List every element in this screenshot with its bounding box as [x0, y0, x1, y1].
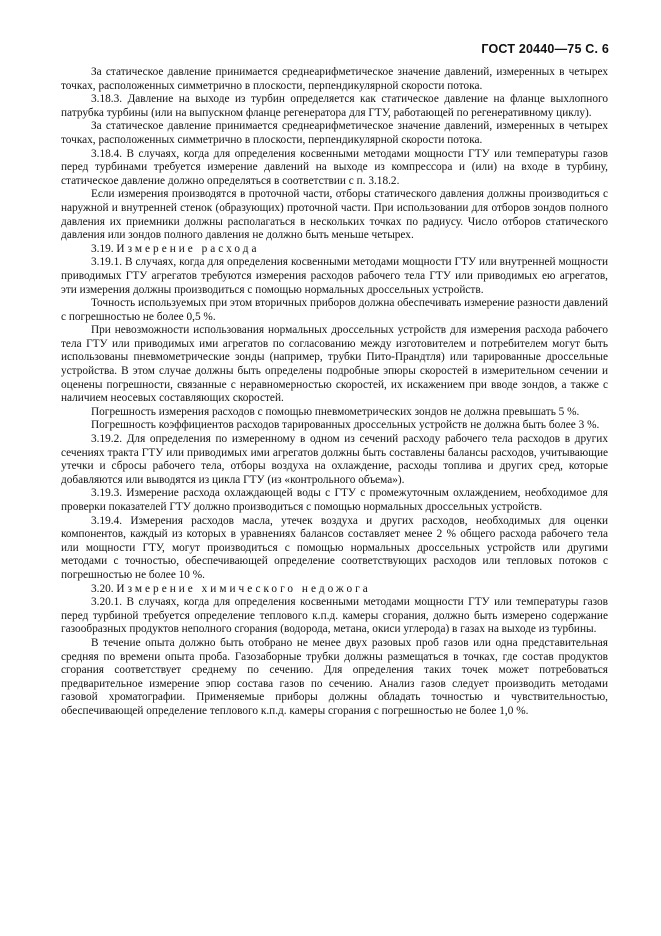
section-heading-3-20 [61, 583, 608, 597]
paragraph: 3.18.3. Давление на выходе из турбин определяется как статическое давление на фланце выхлопного патрубка турбины (или на выпускном фланце регенератора для ГТУ, работающей по регенеративному циклу). [61, 93, 608, 119]
paragraph: За статическое давление принимается среднеарифметическое значение давлений, измеренных в четырех точках, расположенных симметрично в плоскости, перпендикулярной скорости потока. [61, 120, 608, 146]
paragraph: За статическое давление принимается среднеарифметическое значение давлений, измеренных в четырех точках, расположенных симметрично в плоскости, перпендикулярной скорости потока. [61, 66, 608, 92]
paragraph: Точность используемых при этом вторичных приборов должна обеспечивать измерение разности давлений с погрешностью не более 0,5 %. [61, 297, 608, 323]
section-number: 3.19. [91, 242, 114, 255]
paragraph: 3.19.3. Измерение расхода охлаждающей воды с ГТУ с промежуточным охлаждением, необходимое для проверки показателей ГТУ должно производиться с помощью нормальных дроссельных устройств. [61, 487, 608, 513]
paragraph: Если измерения производятся в проточной части, отборы статического давления должны производиться с наружной и внутренней стенок (образующих) проточной части. При использовании для отборов зондов полного давления их приемники должны располагаться в нескольких точках по радиусу. Число отборов статического давления или зондов полного давления не должно быть меньше четырех. [61, 188, 608, 242]
paragraph: При невозможности использования нормальных дроссельных устройств для измерения расхода рабочего тела ГТУ или приводимых ими агрегатов по согласованию между изготовителем и потребителем могут быть использованы пневмометрические зонды (например, трубки Пито-Прандтля) или тарированные дроссельные устройства. В этом случае должны быть определены подробные эпюры скоростей в измерительном сечении и оценены погрешности, связанные с неравномерностью скоростей, их искажением при вводе зондов, а также с наличием неосевых составляющих скоростей. [61, 324, 608, 405]
paragraph: 3.19.4. Измерения расходов масла, утечек воздуха и других расходов, необходимых для оценки компонентов, каждый из которых в уравнениях балансов составляет менее 2 % общего расхода рабочего тела или мощности ГТУ, могут производиться с помощью нормальных дроссельных устройств или другими методами с точностью, обеспечивающей определение соответствующих расходов или тепловых потоков с погрешностью не более 10 %. [61, 514, 608, 581]
section-heading-3-19 [61, 243, 608, 257]
section-title: Измерение химического недожога [116, 582, 371, 595]
page-header: ГОСТ 20440—75 С. 6 [481, 42, 609, 56]
paragraph: 3.19.2. Для определения по измеренному в одном из сечений расходу рабочего тела расходов в других сечениях тракта ГТУ или приводимых ими агрегатов должны быть составлены балансы расходов, учитывающие утечки и сбросы рабочего тела, отборы воздуха на охлаждение, расходы топлива и других сред, которые добавляются или выводятся из цикла ГТУ (из «контрольного объема»). [61, 433, 608, 486]
paragraph: 3.19.1. В случаях, когда для определения косвенными методами мощности ГТУ или внутренней мощности приводимых ГТУ агрегатов требуются измерения расходов рабочего тела ГТУ или приводимых ею агрегатов, эти измерения должны производиться с помощью нормальных дроссельных устройств. [61, 256, 608, 296]
paragraph: 3.20.1. В случаях, когда для определения косвенными методами мощности ГТУ или температуры газов перед турбиной требуется определение теплового к.п.д. камеры сгорания, должно быть измерено содержание газообразных продуктов неполного сгорания (водорода, метана, окиси углерода) в газах на выходе из турбины. [61, 596, 608, 636]
paragraph: Погрешность коэффициентов расходов тарированных дроссельных устройств не должна быть более 3 %. [91, 419, 600, 432]
paragraph: 3.18.4. В случаях, когда для определения косвенными методами мощности ГТУ или температуры газов перед турбинами требуется измерение давлений на выходе из компрессора и (или) на входе в турбину, статическое давление должно определяться в соответствии с п. 3.18.2. [61, 147, 608, 187]
section-number: 3.20. [91, 582, 114, 595]
document-body [61, 66, 608, 719]
section-title: Измерение расхода [116, 242, 260, 255]
paragraph: Погрешность измерения расходов с помощью пневмометрических зондов не должна превышать 5 %. [91, 405, 580, 418]
paragraph: В течение опыта должно быть отобрано не менее двух разовых проб газов или одна представительная средняя по времени опыта проба. Газозаборные трубки должны размещаться в точках, где состав продуктов сгорания соответствует среднему по сечению. Для определения таких точек может потребоваться предварительное измерение эпюр состава газов по сечению. Анализ газов следует производить методами газовой хроматографии. Применяемые приборы должны обладать точностью и чувствительностью, обеспечивающей определение теплового к.п.д. камеры сгорания с погрешностью не более 1,0 %. [61, 636, 608, 717]
